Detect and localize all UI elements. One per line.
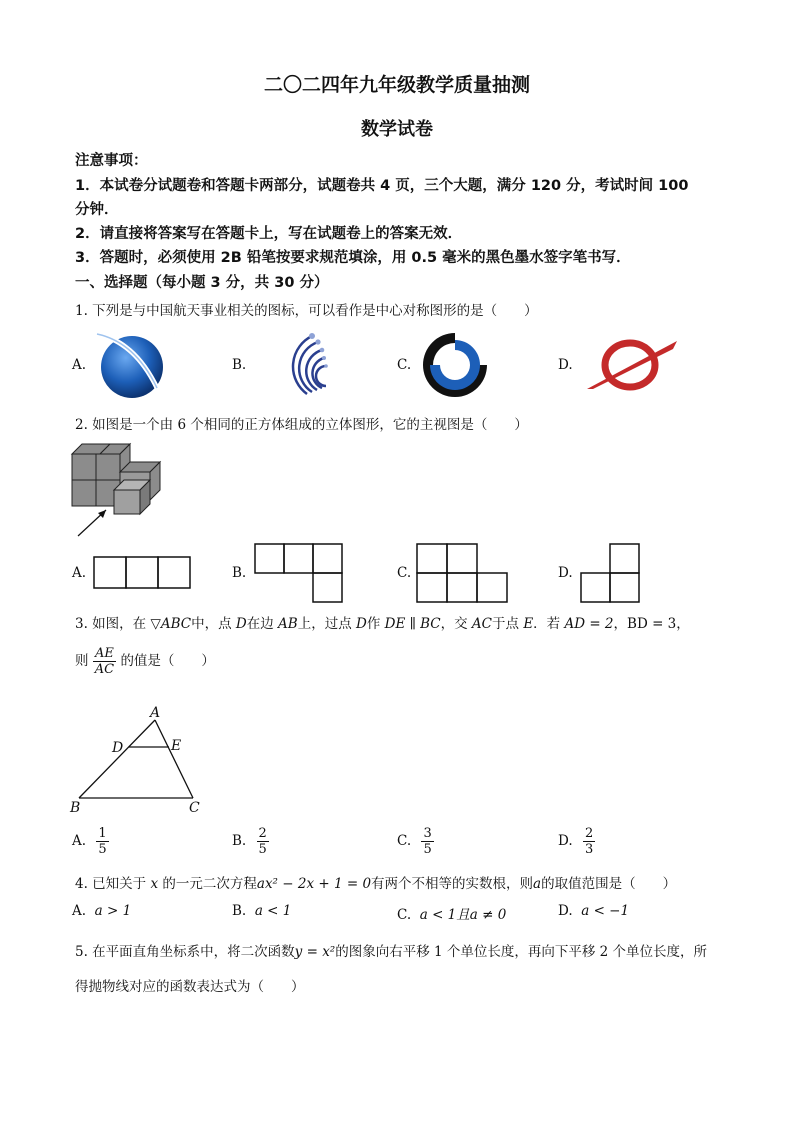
q3-stem-line2	[75, 646, 215, 677]
swirl-icon	[420, 330, 490, 400]
sphere-ring-icon	[95, 330, 170, 400]
option-fraction	[96, 826, 108, 857]
option-text: a > 1	[94, 903, 132, 919]
q1-label-d: D.	[558, 357, 573, 373]
q2-label-c: C.	[397, 565, 412, 581]
fraction-denominator: 3	[584, 842, 594, 857]
q5-text: 5. 在平面直角坐标系中，将二次函数	[75, 944, 295, 960]
q3-text: 3. 如图，在	[75, 616, 147, 632]
q4-text: 有两个不相等的实数根，则	[371, 876, 534, 892]
q2-stem: 2. 如图是一个由 6 个相同的正方体组成的立体图形，它的主视图是（ ）	[75, 417, 528, 433]
q4-stem	[75, 872, 676, 892]
cube-stack-figure	[70, 440, 170, 540]
q3-text: ，	[613, 616, 628, 632]
q4-option-a	[72, 903, 131, 919]
option-text: a < −1	[581, 903, 630, 919]
notice-item-1: 1．本试卷分试题卷和答题卡两部分，试题卷共 4 页，三个大题，满分 120 分，考试时间 100	[75, 178, 689, 194]
q2-option-c-view	[416, 543, 511, 603]
option-label: D.	[558, 903, 573, 919]
triangle-figure	[65, 700, 215, 820]
q1-label-c: C.	[397, 357, 412, 373]
fraction-denominator: AC	[94, 662, 115, 677]
q3-option-c	[397, 826, 434, 857]
q5-stem-line2: 得抛物线对应的函数表达式为（ ）	[75, 979, 305, 995]
q2-label-d: D.	[558, 565, 573, 581]
q4-variable-a: a	[533, 876, 542, 892]
option-label: B.	[232, 833, 247, 849]
label-d: D	[112, 740, 124, 756]
q1-label-a: A.	[72, 357, 87, 373]
q3-text: 中，点	[191, 616, 232, 632]
q3-text: 于点	[492, 616, 520, 632]
concentric-arcs-icon	[262, 328, 337, 400]
q3-stem	[75, 612, 690, 632]
option-fraction	[421, 826, 433, 857]
fraction-numerator: 2	[584, 826, 594, 841]
q3-point-d: D	[356, 616, 367, 632]
q5-function: y = x²	[294, 944, 336, 960]
notice-item-1-cont: 分钟．	[75, 202, 119, 218]
page-title: 二〇二四年九年级教学质量抽测	[263, 74, 530, 96]
q3-bd-value: BD = 3	[627, 616, 677, 632]
q4-option-d	[558, 903, 629, 919]
q3-option-a	[72, 826, 109, 857]
label-b: B	[70, 800, 81, 816]
fraction-numerator: 3	[423, 826, 432, 841]
label-c: C	[189, 800, 200, 816]
q2-option-d-view	[580, 543, 644, 603]
q2-label-b: B.	[232, 565, 247, 581]
q1-label-b: B.	[232, 357, 247, 373]
page-subtitle: 数学试卷	[361, 119, 433, 140]
option-label: A.	[72, 833, 87, 849]
label-e: E	[171, 738, 182, 754]
option-text: a < 1且a ≠ 0	[419, 907, 507, 923]
q4-text: 的取值范围是（ ）	[541, 876, 677, 892]
q3-option-d	[558, 826, 595, 857]
option-label: A.	[72, 903, 87, 919]
option-fraction	[257, 826, 269, 857]
label-a: A	[150, 705, 161, 721]
q3-text: ，	[676, 616, 690, 632]
q3-ad-value: AD = 2	[564, 616, 614, 632]
section-heading: 一、选择题（每小题 3 分，共 30 分）	[75, 275, 329, 291]
fraction-numerator: 1	[98, 826, 107, 841]
q3-text: 的值是（ ）	[120, 653, 215, 669]
q4-text: 的一元二次方程	[162, 876, 257, 892]
fraction-denominator: 5	[423, 842, 432, 857]
option-text: a < 1	[254, 903, 292, 919]
option-label: D.	[558, 833, 573, 849]
notice-heading: 注意事项：	[75, 153, 148, 169]
q2-option-a-view	[93, 556, 193, 590]
notice-item-3: 3．答题时，必须使用 2B 铅笔按要求规范填涂，用 0.5 毫米的黑色墨水签字笔书写．	[75, 250, 631, 266]
q3-option-b	[232, 826, 269, 857]
q3-point-e: E	[523, 616, 534, 632]
option-label: C.	[397, 907, 412, 923]
option-label: B.	[232, 903, 247, 919]
q3-text: ，交	[440, 616, 468, 632]
q3-segment-ab: AB	[278, 616, 298, 632]
q2-option-b-view	[254, 543, 346, 603]
q3-segment-ac: AC	[471, 616, 493, 632]
q4-option-b	[232, 903, 291, 919]
option-label: C.	[397, 833, 412, 849]
q4-option-c	[397, 903, 506, 923]
q4-variable-x: x	[150, 876, 159, 892]
q5-text: 的图象向右平移 1 个单位长度，再向下平移 2 个单位长度，所	[335, 944, 708, 960]
q5-stem	[75, 940, 707, 960]
q4-equation: ax² − 2x + 1 = 0	[256, 876, 372, 892]
q2-label-a: A.	[72, 565, 87, 581]
q3-text: 上，过点	[297, 616, 352, 632]
q4-text: 4. 已知关于	[75, 876, 147, 892]
option-fraction	[583, 826, 595, 857]
q3-point-d: D	[235, 616, 247, 632]
fraction-numerator: 2	[258, 826, 267, 841]
notice-item-2: 2．请直接将答案写在答题卡上，写在试题卷上的答案无效．	[75, 226, 463, 242]
fraction-numerator: AE	[93, 646, 116, 662]
q3-text: 则	[75, 653, 89, 669]
fraction-denominator: 5	[98, 842, 107, 857]
q1-stem: 1. 下列是与中国航天事业相关的图标，可以看作是中心对称图形的是（ ）	[75, 303, 538, 319]
q3-parallel: DE ∥ BC	[384, 616, 441, 632]
q3-fraction	[93, 646, 116, 677]
q3-text: 在边	[246, 616, 274, 632]
q3-text: ．若	[533, 616, 561, 632]
q3-text: 作	[366, 616, 381, 632]
red-emblem-icon	[585, 335, 680, 395]
fraction-denominator: 5	[258, 842, 267, 857]
q3-triangle: ▽ABC	[150, 616, 192, 632]
